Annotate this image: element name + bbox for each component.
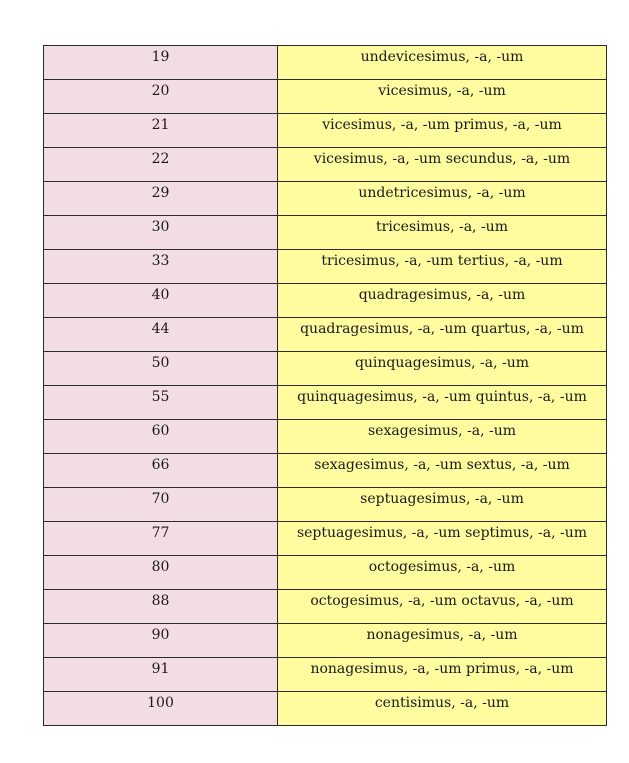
number-cell: 90 xyxy=(44,624,278,658)
number-cell: 100 xyxy=(44,692,278,726)
table-row xyxy=(44,624,607,658)
ordinal-cell: octogesimus, -a, -um xyxy=(278,556,607,590)
table-row xyxy=(44,420,607,454)
ordinal-cell: sexagesimus, -a, -um xyxy=(278,420,607,454)
number-cell: 33 xyxy=(44,250,278,284)
number-cell: 40 xyxy=(44,284,278,318)
table-row xyxy=(44,488,607,522)
ordinal-cell: quadragesimus, -a, -um xyxy=(278,284,607,318)
number-cell: 77 xyxy=(44,522,278,556)
number-cell: 44 xyxy=(44,318,278,352)
number-cell: 60 xyxy=(44,420,278,454)
number-cell: 21 xyxy=(44,114,278,148)
number-cell: 88 xyxy=(44,590,278,624)
ordinal-cell: vicesimus, -a, -um secundus, -a, -um xyxy=(278,148,607,182)
ordinal-cell: quinquagesimus, -a, -um xyxy=(278,352,607,386)
number-cell: 91 xyxy=(44,658,278,692)
ordinal-cell: nonagesimus, -a, -um xyxy=(278,624,607,658)
ordinal-cell: quadragesimus, -a, -um quartus, -a, -um xyxy=(278,318,607,352)
ordinal-cell: centisimus, -a, -um xyxy=(278,692,607,726)
number-cell: 30 xyxy=(44,216,278,250)
ordinal-cell: quinquagesimus, -a, -um quintus, -a, -um xyxy=(278,386,607,420)
ordinal-cell: vicesimus, -a, -um xyxy=(278,80,607,114)
table-row xyxy=(44,46,607,80)
number-cell: 19 xyxy=(44,46,278,80)
number-cell: 66 xyxy=(44,454,278,488)
table-row xyxy=(44,250,607,284)
number-cell: 22 xyxy=(44,148,278,182)
number-cell: 20 xyxy=(44,80,278,114)
ordinal-cell: tricesimus, -a, -um tertius, -a, -um xyxy=(278,250,607,284)
ordinal-cell: sexagesimus, -a, -um sextus, -a, -um xyxy=(278,454,607,488)
ordinal-cell: tricesimus, -a, -um xyxy=(278,216,607,250)
ordinal-cell: vicesimus, -a, -um primus, -a, -um xyxy=(278,114,607,148)
table-row xyxy=(44,114,607,148)
table-row xyxy=(44,658,607,692)
ordinal-cell: undetricesimus, -a, -um xyxy=(278,182,607,216)
ordinal-cell: octogesimus, -a, -um octavus, -a, -um xyxy=(278,590,607,624)
number-cell: 50 xyxy=(44,352,278,386)
number-cell: 29 xyxy=(44,182,278,216)
number-cell: 70 xyxy=(44,488,278,522)
table-row xyxy=(44,522,607,556)
number-cell: 55 xyxy=(44,386,278,420)
ordinal-cell: septuagesimus, -a, -um xyxy=(278,488,607,522)
table-row xyxy=(44,590,607,624)
table-row xyxy=(44,148,607,182)
number-cell: 80 xyxy=(44,556,278,590)
table-body xyxy=(44,46,607,726)
table-row xyxy=(44,352,607,386)
table-row xyxy=(44,556,607,590)
ordinal-cell: undevicesimus, -a, -um xyxy=(278,46,607,80)
table-row xyxy=(44,454,607,488)
ordinal-numbers-table xyxy=(43,45,607,726)
table-row xyxy=(44,216,607,250)
table-row xyxy=(44,386,607,420)
table-row xyxy=(44,80,607,114)
ordinal-cell: nonagesimus, -a, -um primus, -a, -um xyxy=(278,658,607,692)
table-row xyxy=(44,284,607,318)
table-row xyxy=(44,692,607,726)
ordinal-cell: septuagesimus, -a, -um septimus, -a, -um xyxy=(278,522,607,556)
table-row xyxy=(44,318,607,352)
table-row xyxy=(44,182,607,216)
